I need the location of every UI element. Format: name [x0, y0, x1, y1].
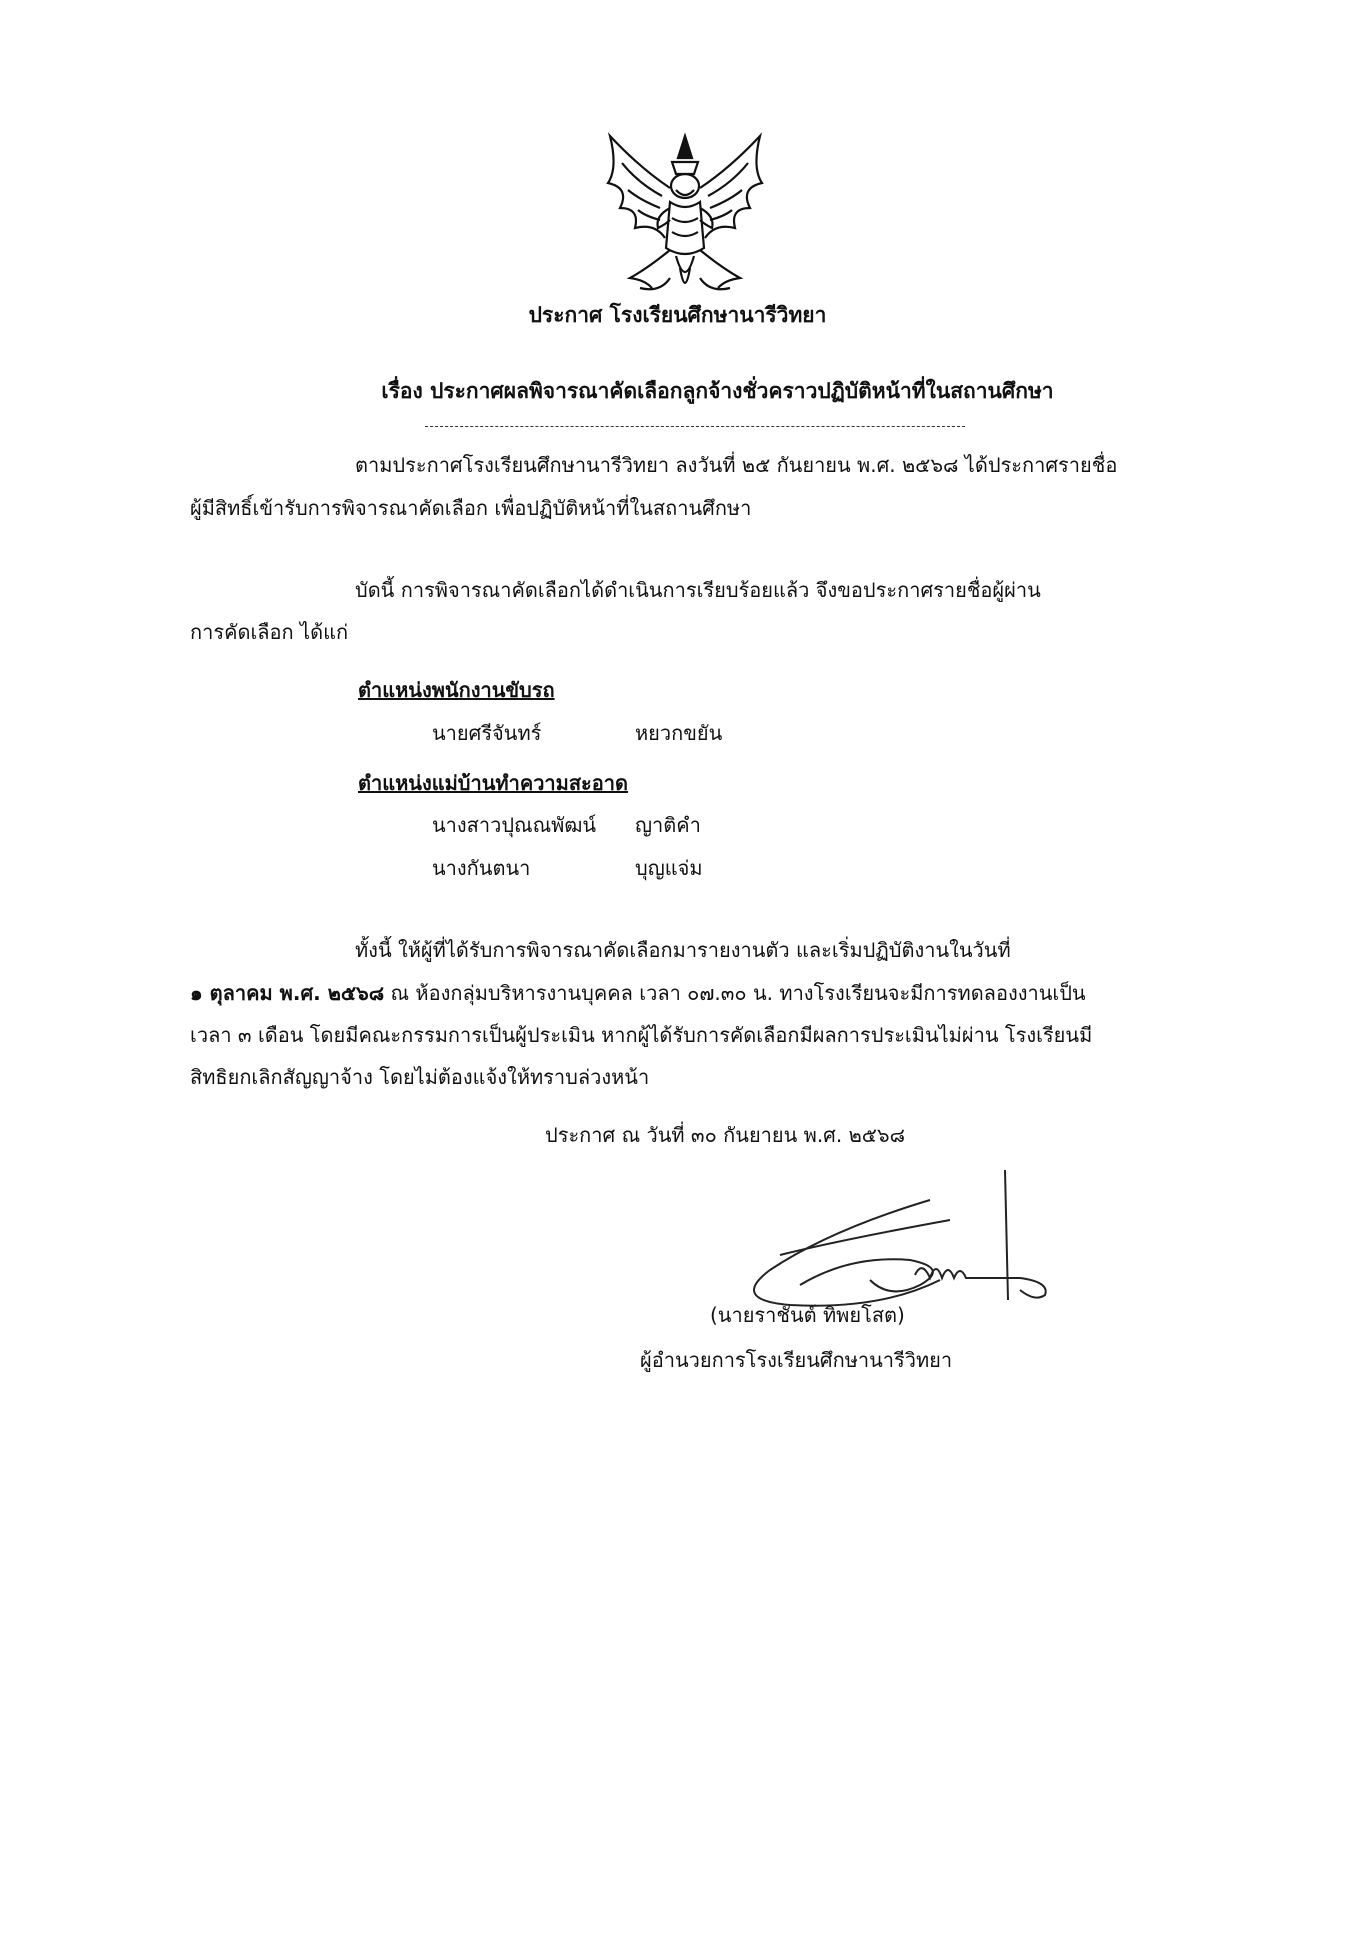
- paragraph-3-line-4: สิทธิยกเลิกสัญญาจ้าง โดยไม่ต้องแจ้งให้ทราบล่วงหน้า: [190, 1065, 650, 1089]
- signer-name: (นายราชันต์ ทิพยโสต): [710, 1303, 905, 1327]
- person-last-name: ญาติคำ: [635, 813, 701, 837]
- header-divider: [425, 426, 965, 427]
- garuda-emblem-icon: [600, 128, 770, 303]
- position-heading-driver: ตำแหน่งพนักงานขับรถ: [358, 678, 555, 702]
- paragraph-3-line-3: เวลา ๓ เดือน โดยมีคณะกรรมการเป็นผู้ประเมิน หากผู้ได้รับการคัดเลือกมีผลการประเมินไม่ผ่าน โรงเรียนมี: [190, 1023, 1093, 1047]
- position-heading-housekeeper: ตำแหน่งแม่บ้านทำความสะอาด: [358, 771, 629, 795]
- person-first-name: นางสาวปุณณพัฒน์: [432, 813, 597, 837]
- announcement-date: ประกาศ ณ วันที่ ๓๐ กันยายน พ.ศ. ๒๕๖๘: [545, 1123, 906, 1147]
- paragraph-1-line-2: ผู้มีสิทธิ์เข้ารับการพิจารณาคัดเลือก เพื่อปฏิบัติหน้าที่ในสถานศึกษา: [190, 496, 752, 520]
- paragraph-1-line-1: ตามประกาศโรงเรียนศึกษานารีวิทยา ลงวันที่ ๒๕ กันยายน พ.ศ. ๒๕๖๘ ได้ประกาศรายชื่อ: [355, 453, 1118, 477]
- paragraph-3-line-2: [190, 978, 1086, 1008]
- paragraph-3-line-1: ทั้งนี้ ให้ผู้ที่ได้รับการพิจารณาคัดเลือกมารายงานตัว และเริ่มปฏิบัติงานในวันที่: [355, 938, 1011, 962]
- person-last-name: หยวกขยัน: [635, 721, 723, 745]
- paragraph-2-line-1: บัดนี้ การพิจารณาคัดเลือกได้ดำเนินการเรียบร้อยแล้ว จึงขอประกาศรายชื่อผู้ผ่าน: [355, 578, 1041, 602]
- announcement-subject: เรื่อง ประกาศผลพิจารณาคัดเลือกลูกจ้างชั่วคราวปฏิบัติหน้าที่ในสถานศึกษา: [381, 379, 1054, 403]
- paragraph-2-line-2: การคัดเลือก ได้แก่: [190, 620, 349, 644]
- person-first-name: นายศรีจันทร์: [432, 721, 542, 745]
- signature-image: [690, 1160, 1060, 1320]
- person-first-name: นางกันตนา: [432, 856, 531, 880]
- paragraph-3-line-2-rest: ณ ห้องกลุ่มบริหารงานบุคคล เวลา ๐๗.๓๐ น. ทางโรงเรียนจะมีการทดลองงานเป็น: [384, 981, 1086, 1005]
- start-date: ๑ ตุลาคม พ.ศ. ๒๕๖๘: [190, 981, 385, 1005]
- signer-title: ผู้อำนวยการโรงเรียนศึกษานารีวิทยา: [640, 1348, 953, 1372]
- announcement-title: ประกาศ โรงเรียนศึกษานารีวิทยา: [528, 303, 827, 327]
- person-last-name: บุญแจ่ม: [635, 856, 703, 880]
